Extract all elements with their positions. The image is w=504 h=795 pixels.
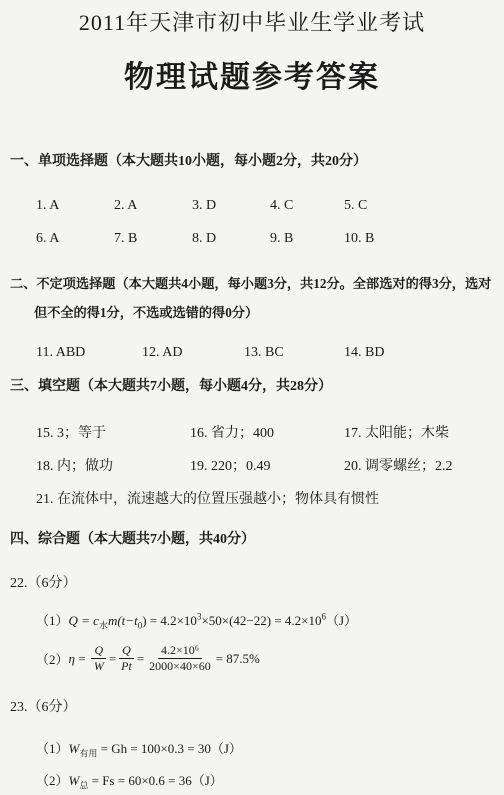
symbol-w: W [68, 741, 80, 756]
fraction-numeric [146, 643, 214, 674]
answer-2: 2. A [114, 198, 138, 213]
subscript-zero: 0 [137, 620, 143, 631]
part-label: （1） [36, 741, 69, 756]
useful-work-expr: = Gh = 100×0.3 = 30（J） [100, 741, 242, 756]
part-label: （2） [36, 652, 69, 667]
answer-19: 19. 220；0.49 [190, 459, 271, 474]
subscript-useful: 有用 [79, 748, 98, 759]
answer-9: 9. B [270, 231, 294, 246]
answer-8: 8. D [192, 231, 217, 246]
section3-heading: 三、填空题（本大题共7小题，每小题4分，共28分） [10, 379, 332, 394]
question-23-part2 [36, 770, 223, 792]
superscript-6: 6 [321, 611, 327, 622]
answer-18: 18. 内；做功 [36, 459, 113, 474]
answer-16: 16. 省力；400 [190, 426, 274, 441]
answer-12: 12. AD [142, 345, 183, 360]
fraction-numerator: 4.2×10⁶ [158, 643, 202, 659]
part-label: （1） [36, 613, 69, 628]
section4-heading: 四、综合题（本大题共7小题，共40分） [10, 532, 255, 547]
answer-17: 17. 太阳能；木柴 [344, 426, 449, 441]
answer-11: 11. ABD [36, 345, 86, 360]
symbol-w: W [68, 773, 80, 788]
answer-3: 3. D [192, 198, 217, 213]
section2-heading-line2: 但不全的得1分，不选或选错的得0分） [34, 305, 259, 320]
document-title-year: 2011年天津市初中毕业生学业考试 [78, 10, 426, 35]
answer-15: 15. 3；等于 [36, 426, 106, 441]
subscript-total: 总 [79, 780, 89, 791]
equals-sign: = [136, 650, 145, 666]
answer-13: 13. BC [244, 345, 284, 360]
fraction-denominator: 2000×40×60 [149, 659, 211, 673]
answer-14: 14. BD [344, 345, 385, 360]
section2-heading-line1: 二、不定项选择题（本大题共4小题，每小题3分，共12分。全部选对的得3分，选对 [10, 276, 492, 291]
calc-part-a: ) = 4.2×10 [142, 613, 197, 628]
answer-4: 4. C [270, 198, 294, 213]
fraction-denominator: W [93, 659, 104, 673]
fraction-numerator: Q [119, 643, 134, 659]
equals-sign: = [108, 650, 117, 666]
equals-sign: = [74, 650, 89, 666]
subscript-water: 水 [98, 620, 108, 631]
answer-21: 21. 在流体中，流速越大的位置压强越小；物体具有惯性 [36, 492, 379, 507]
fraction-numerator: Q [91, 643, 106, 659]
fraction-denominator: Pt [121, 659, 132, 673]
fraction-q-over-pt [118, 643, 135, 674]
superscript-3: 3 [196, 611, 202, 622]
symbol-q: Q [68, 613, 78, 628]
question-23-part1 [36, 738, 242, 760]
answer-7: 7. B [114, 231, 138, 246]
question-22-part1 [36, 610, 357, 632]
answer-10: 10. B [344, 231, 375, 246]
answer-20: 20. 调零螺丝；2.2 [344, 459, 453, 474]
answer-6: 6. A [36, 231, 60, 246]
question-23-label: 23.（6分） [10, 700, 77, 715]
fraction-q-over-w [91, 643, 107, 674]
total-work-expr: = Fs = 60×0.6 = 36（J） [91, 773, 223, 788]
answer-1: 1. A [36, 198, 60, 213]
answer-5: 5. C [344, 198, 368, 213]
question-22-part2 [36, 643, 260, 674]
section1-heading: 一、单项选择题（本大题共10小题，每小题2分，共20分） [10, 154, 367, 169]
mass-temp-term: m(t−t [107, 613, 138, 628]
part-label: （2） [36, 773, 69, 788]
equals-c: = c [81, 613, 99, 628]
document-title-main: 物理试题参考答案 [124, 61, 380, 94]
question-22-label: 22.（6分） [10, 576, 77, 591]
calc-part-b: ×50×(42−22) = 4.2×10 [201, 613, 322, 628]
symbol-eta: η [68, 650, 75, 666]
efficiency-result: = 87.5% [215, 650, 260, 666]
unit-joule: （J） [326, 613, 358, 628]
